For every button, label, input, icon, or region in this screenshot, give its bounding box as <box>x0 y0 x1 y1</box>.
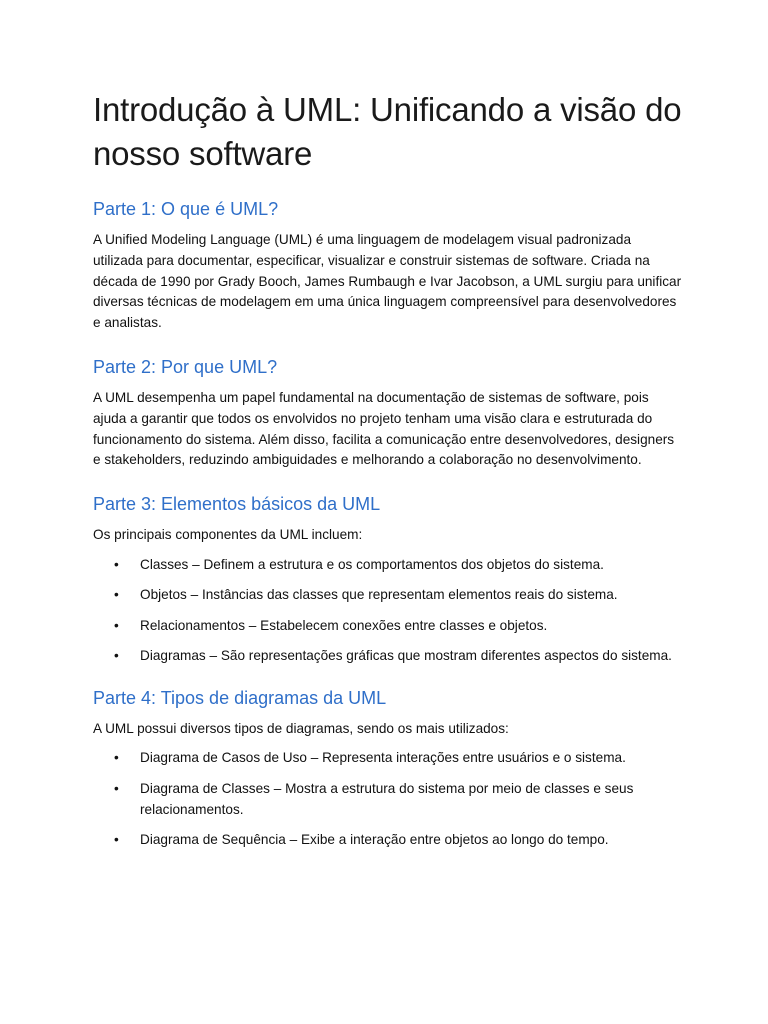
list-item-text: Diagrama de Casos de Uso – Representa interações entre usuários e o sistema. <box>140 750 626 766</box>
list-item <box>93 585 683 606</box>
list-item-text: Diagramas – São representações gráficas que mostram diferentes aspectos do sistema. <box>140 648 672 664</box>
list-intro: A UML possui diversos tipos de diagramas, sendo os mais utilizados: <box>93 720 509 736</box>
list-item-text: Diagrama de Sequência – Exibe a interação entre objetos ao longo do tempo. <box>140 831 609 847</box>
bullet-icon: • <box>114 780 119 796</box>
list-item <box>93 748 683 769</box>
list-item-text: Diagrama de Classes – Mostra a estrutura do sistema por meio de classes e seus relacionamentos. <box>140 780 634 817</box>
section-part-3 <box>93 493 683 667</box>
bullet-icon: • <box>114 648 119 664</box>
section-paragraph: A Unified Modeling Language (UML) é uma linguagem de modelagem visual padronizada utilizada para documentar, especificar, visualizar e construir sistemas de software. Criada na década de 1990 por Grady Booch, James Rumbaugh e Ivar Jacobson, a UML surgiu para unificar diversas técnicas de modelagem em uma única linguagem compreensível para desenvolvedores e analistas. <box>93 232 682 331</box>
bullet-icon: • <box>114 750 119 766</box>
section-heading: Parte 1: O que é UML? <box>93 199 279 219</box>
section-heading: Parte 2: Por que UML? <box>93 356 278 377</box>
section-paragraph: A UML desempenha um papel fundamental na documentação de sistemas de software, pois ajuda a garantir que todos os envolvidos no projeto tenham uma visão clara e estruturada do funcionamento do sistema. Além disso, facilita a comunicação entre desenvolvedores, designers e stakeholders, reduzindo ambiguidades e melhorando a colaboração no desenvolvimento. <box>93 389 675 468</box>
list-item <box>93 830 683 851</box>
bullet-icon: • <box>114 617 119 633</box>
bullet-icon: • <box>114 831 119 847</box>
section-part-2 <box>93 356 683 471</box>
list-item <box>93 646 683 667</box>
list-item-text: Objetos – Instâncias das classes que representam elementos reais do sistema. <box>140 587 618 603</box>
section-part-1 <box>93 198 683 334</box>
section-part-4 <box>93 687 683 851</box>
document-title: Introdução à UML: Unificando a visão do nosso software <box>93 91 682 172</box>
list-item <box>93 555 683 576</box>
section-heading: Parte 4: Tipos de diagramas da UML <box>93 687 387 708</box>
bullet-list <box>93 748 683 850</box>
list-item-text: Relacionamentos – Estabelecem conexões entre classes e objetos. <box>140 617 548 633</box>
list-item <box>93 616 683 637</box>
list-item <box>93 779 683 821</box>
bullet-icon: • <box>114 556 119 572</box>
list-item-text: Classes – Definem a estrutura e os comportamentos dos objetos do sistema. <box>140 556 604 572</box>
bullet-list <box>93 555 683 667</box>
document-body <box>93 88 683 860</box>
bullet-icon: • <box>114 587 119 603</box>
section-heading: Parte 3: Elementos básicos da UML <box>93 494 381 515</box>
list-intro: Os principais componentes da UML incluem: <box>93 527 363 543</box>
